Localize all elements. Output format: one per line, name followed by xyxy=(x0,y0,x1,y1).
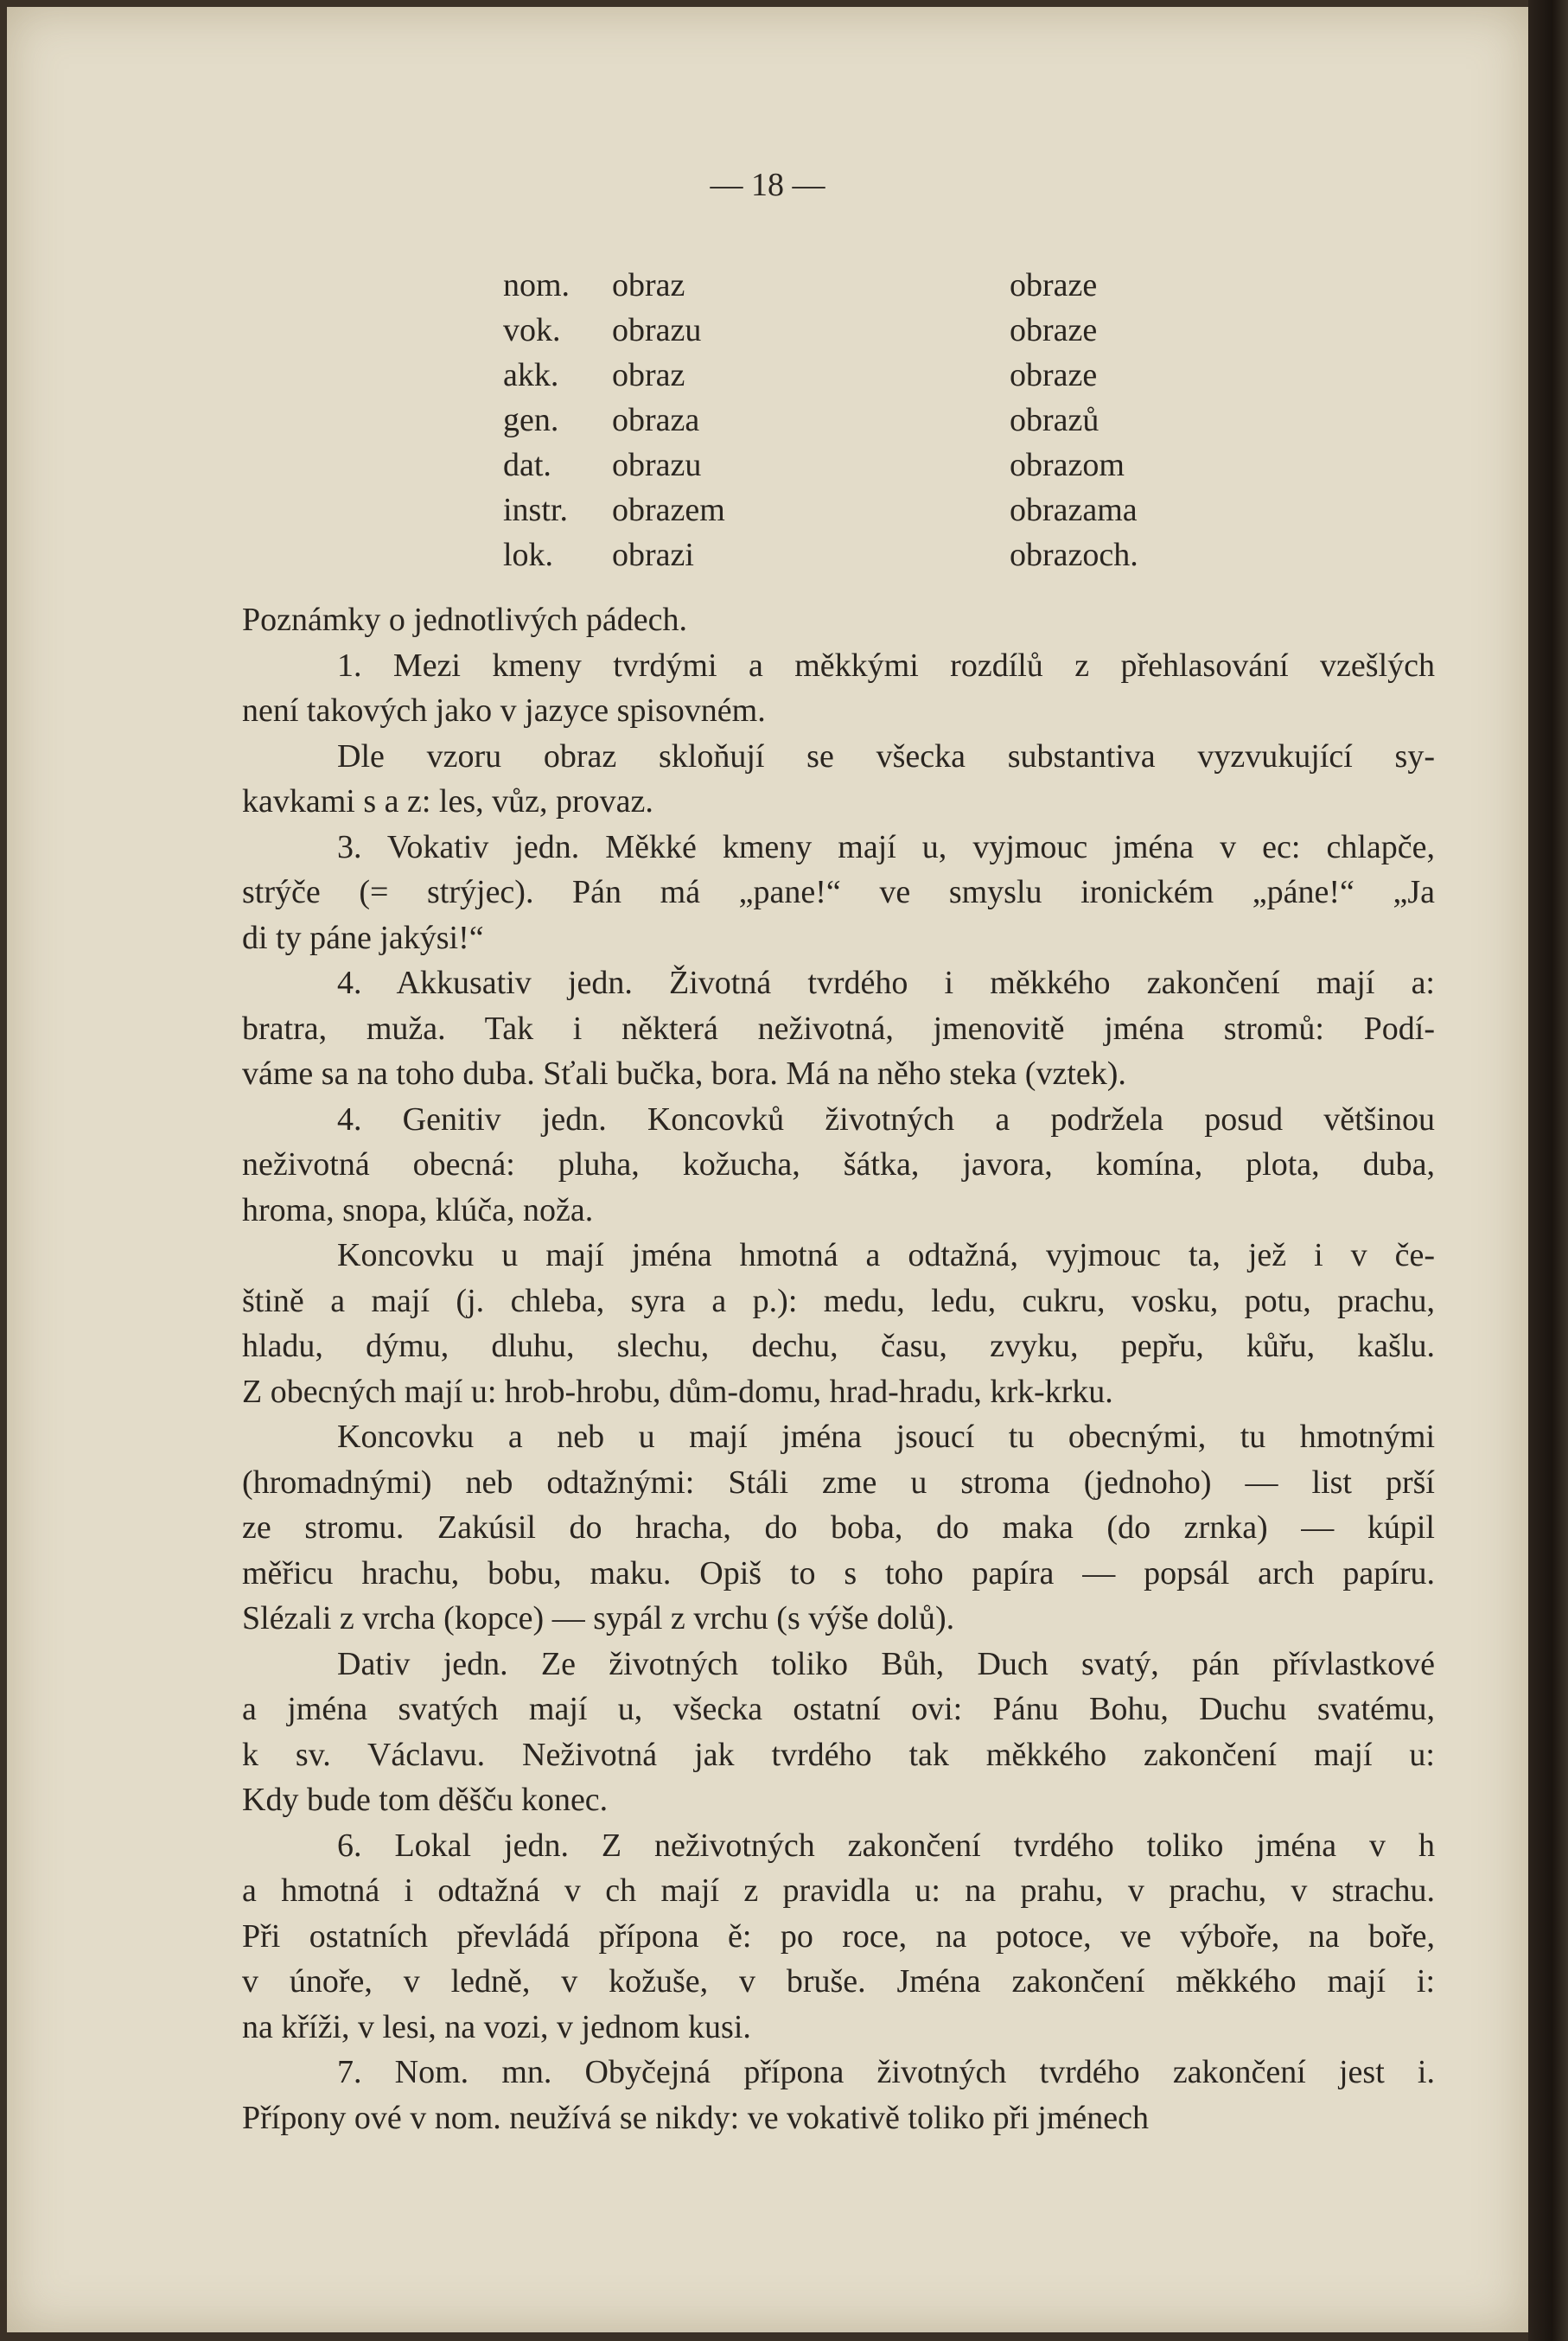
text-line: hroma, snopa, klúča, noža. xyxy=(242,1191,594,1228)
declension-plural: obrazom xyxy=(1010,447,1125,483)
text-line: Poznámky o jednotlivých pádech. xyxy=(242,602,687,638)
declension-plural: obrazů xyxy=(1010,402,1100,438)
declension-case: vok. xyxy=(503,312,561,348)
declension-case: instr. xyxy=(503,492,568,528)
text-line: strýče (= strýjec). Pán má „pane!“ ve smyslu ironickém „páne!“ „Ja xyxy=(242,874,1435,910)
declension-row xyxy=(503,488,1269,533)
declension-case: dat. xyxy=(503,447,551,483)
declension-singular: obraza xyxy=(612,402,700,438)
text-line: 3. Vokativ jedn. Měkké kmeny mají u, vyjmouc jména v ec: chlapče, xyxy=(337,828,1435,865)
page-number: — 18 — xyxy=(710,167,825,203)
text-line: neživotná obecná: pluha, kožucha, šátka, javora, komína, plota, duba, xyxy=(242,1146,1435,1183)
declension-singular: obrazi xyxy=(612,537,694,573)
declension-plural: obraze xyxy=(1010,267,1098,303)
text-line: di ty páne jakýsi!“ xyxy=(242,919,484,956)
declension-singular: obraz xyxy=(612,267,685,303)
text-line: v únoře, v ledně, v kožuše, v bruše. Jména zakončení měkkého mají i: xyxy=(242,1963,1435,2000)
text-line: k sv. Václavu. Neživotná jak tvrdého tak měkkého zakončení mají u: xyxy=(242,1736,1435,1773)
declension-row xyxy=(503,353,1269,398)
text-line: Přípony ové v nom. neužívá se nikdy: ve vokativě toliko při jménech xyxy=(242,2099,1150,2136)
text-line: 7. Nom. mn. Obyčejná přípona životných tvrdého zakončení jest i. xyxy=(337,2054,1435,2090)
text-line: Dativ jedn. Ze životných toliko Bůh, Duch svatý, pán přívlastkové xyxy=(337,1645,1435,1682)
text-line: Dle vzoru obraz skloňují se všecka substantiva vyzvukující sy- xyxy=(337,737,1435,775)
book-edge xyxy=(1528,0,1568,2341)
text-line: Z obecných mají u: hrob-hrobu, dům-domu, hrad-hradu, krk-krku. xyxy=(242,1373,1113,1410)
text-line: není takových jako v jazyce spisovném. xyxy=(242,692,766,729)
declension-singular: obrazu xyxy=(612,312,702,348)
text-line: (hromadnými) neb odtažnými: Stáli zme u stroma (jednoho) — list prší xyxy=(242,1464,1435,1501)
declension-case: lok. xyxy=(503,537,554,573)
declension-row xyxy=(503,443,1269,488)
text-line: 4. Genitiv jedn. Koncovků životných a podržela posud většinou xyxy=(337,1100,1435,1138)
declension-case: nom. xyxy=(503,267,570,303)
declension-plural: obraze xyxy=(1010,312,1098,348)
text-line: Slézali z vrcha (kopce) — sypál z vrchu (s výše dolů). xyxy=(242,1600,955,1636)
text-line: a jména svatých mají u, všecka ostatní ovi: Pánu Bohu, Duchu svatému, xyxy=(242,1691,1435,1727)
book-page xyxy=(7,7,1528,2332)
body-text xyxy=(242,597,1435,2140)
text-line: měřicu hrachu, bobu, maku. Opiš to s toho papíra — popsál arch papíru. xyxy=(242,1554,1435,1591)
text-line: kavkami s a z: les, vůz, provaz. xyxy=(242,783,653,820)
declension-singular: obraz xyxy=(612,357,685,393)
declension-plural: obrazama xyxy=(1010,492,1138,528)
declension-table xyxy=(503,263,1269,577)
text-line: hladu, dýmu, dluhu, slechu, dechu, času, zvyku, pepřu, kůřu, kašlu. xyxy=(242,1328,1435,1364)
text-line: Kdy bude tom děšču konec. xyxy=(242,1782,609,1818)
text-line: Koncovku a neb u mají jména jsoucí tu obecnými, tu hmotnými xyxy=(337,1419,1435,1455)
declension-case: akk. xyxy=(503,357,559,393)
text-line: ze stromu. Zakúsil do hracha, do boba, do maka (do zrnka) — kúpil xyxy=(242,1509,1435,1546)
declension-row xyxy=(503,533,1269,577)
text-line: váme sa na toho duba. Sťali bučka, bora. Má na něho steka (vztek). xyxy=(242,1056,1126,1092)
text-line: a hmotná i odtažná v ch mají z pravidla u: na prahu, v prachu, v strachu. xyxy=(242,1872,1435,1909)
declension-row xyxy=(503,398,1269,443)
text-line: na kříži, v lesi, na vozi, v jednom kusi. xyxy=(242,2008,751,2045)
text-line: 6. Lokal jedn. Z neživotných zakončení tvrdého toliko jména v h xyxy=(337,1827,1435,1864)
declension-plural: obrazoch. xyxy=(1010,537,1138,573)
text-line: 1. Mezi kmeny tvrdými a měkkými rozdílů z přehlasování vzešlých xyxy=(337,647,1435,684)
declension-row xyxy=(503,263,1269,308)
text-line: 4. Akkusativ jedn. Životná tvrdého i měkkého zakončení mají a: xyxy=(337,965,1435,1001)
declension-row xyxy=(503,308,1269,353)
text-line: štině a mají (j. chleba, syra a p.): medu, ledu, cukru, vosku, potu, prachu, xyxy=(242,1282,1435,1319)
declension-singular: obrazu xyxy=(612,447,702,483)
text-line: Koncovku u mají jména hmotná a odtažná, vyjmouc ta, jež i v če- xyxy=(337,1237,1435,1273)
text-line: bratra, muža. Tak i některá neživotná, jmenovitě jména stromů: Podí- xyxy=(242,1010,1435,1047)
declension-case: gen. xyxy=(503,402,559,438)
declension-singular: obrazem xyxy=(612,492,725,528)
text-line: Při ostatních převládá přípona ě: po roce, na potoce, ve výboře, na boře, xyxy=(242,1917,1435,1955)
declension-plural: obraze xyxy=(1010,357,1098,393)
